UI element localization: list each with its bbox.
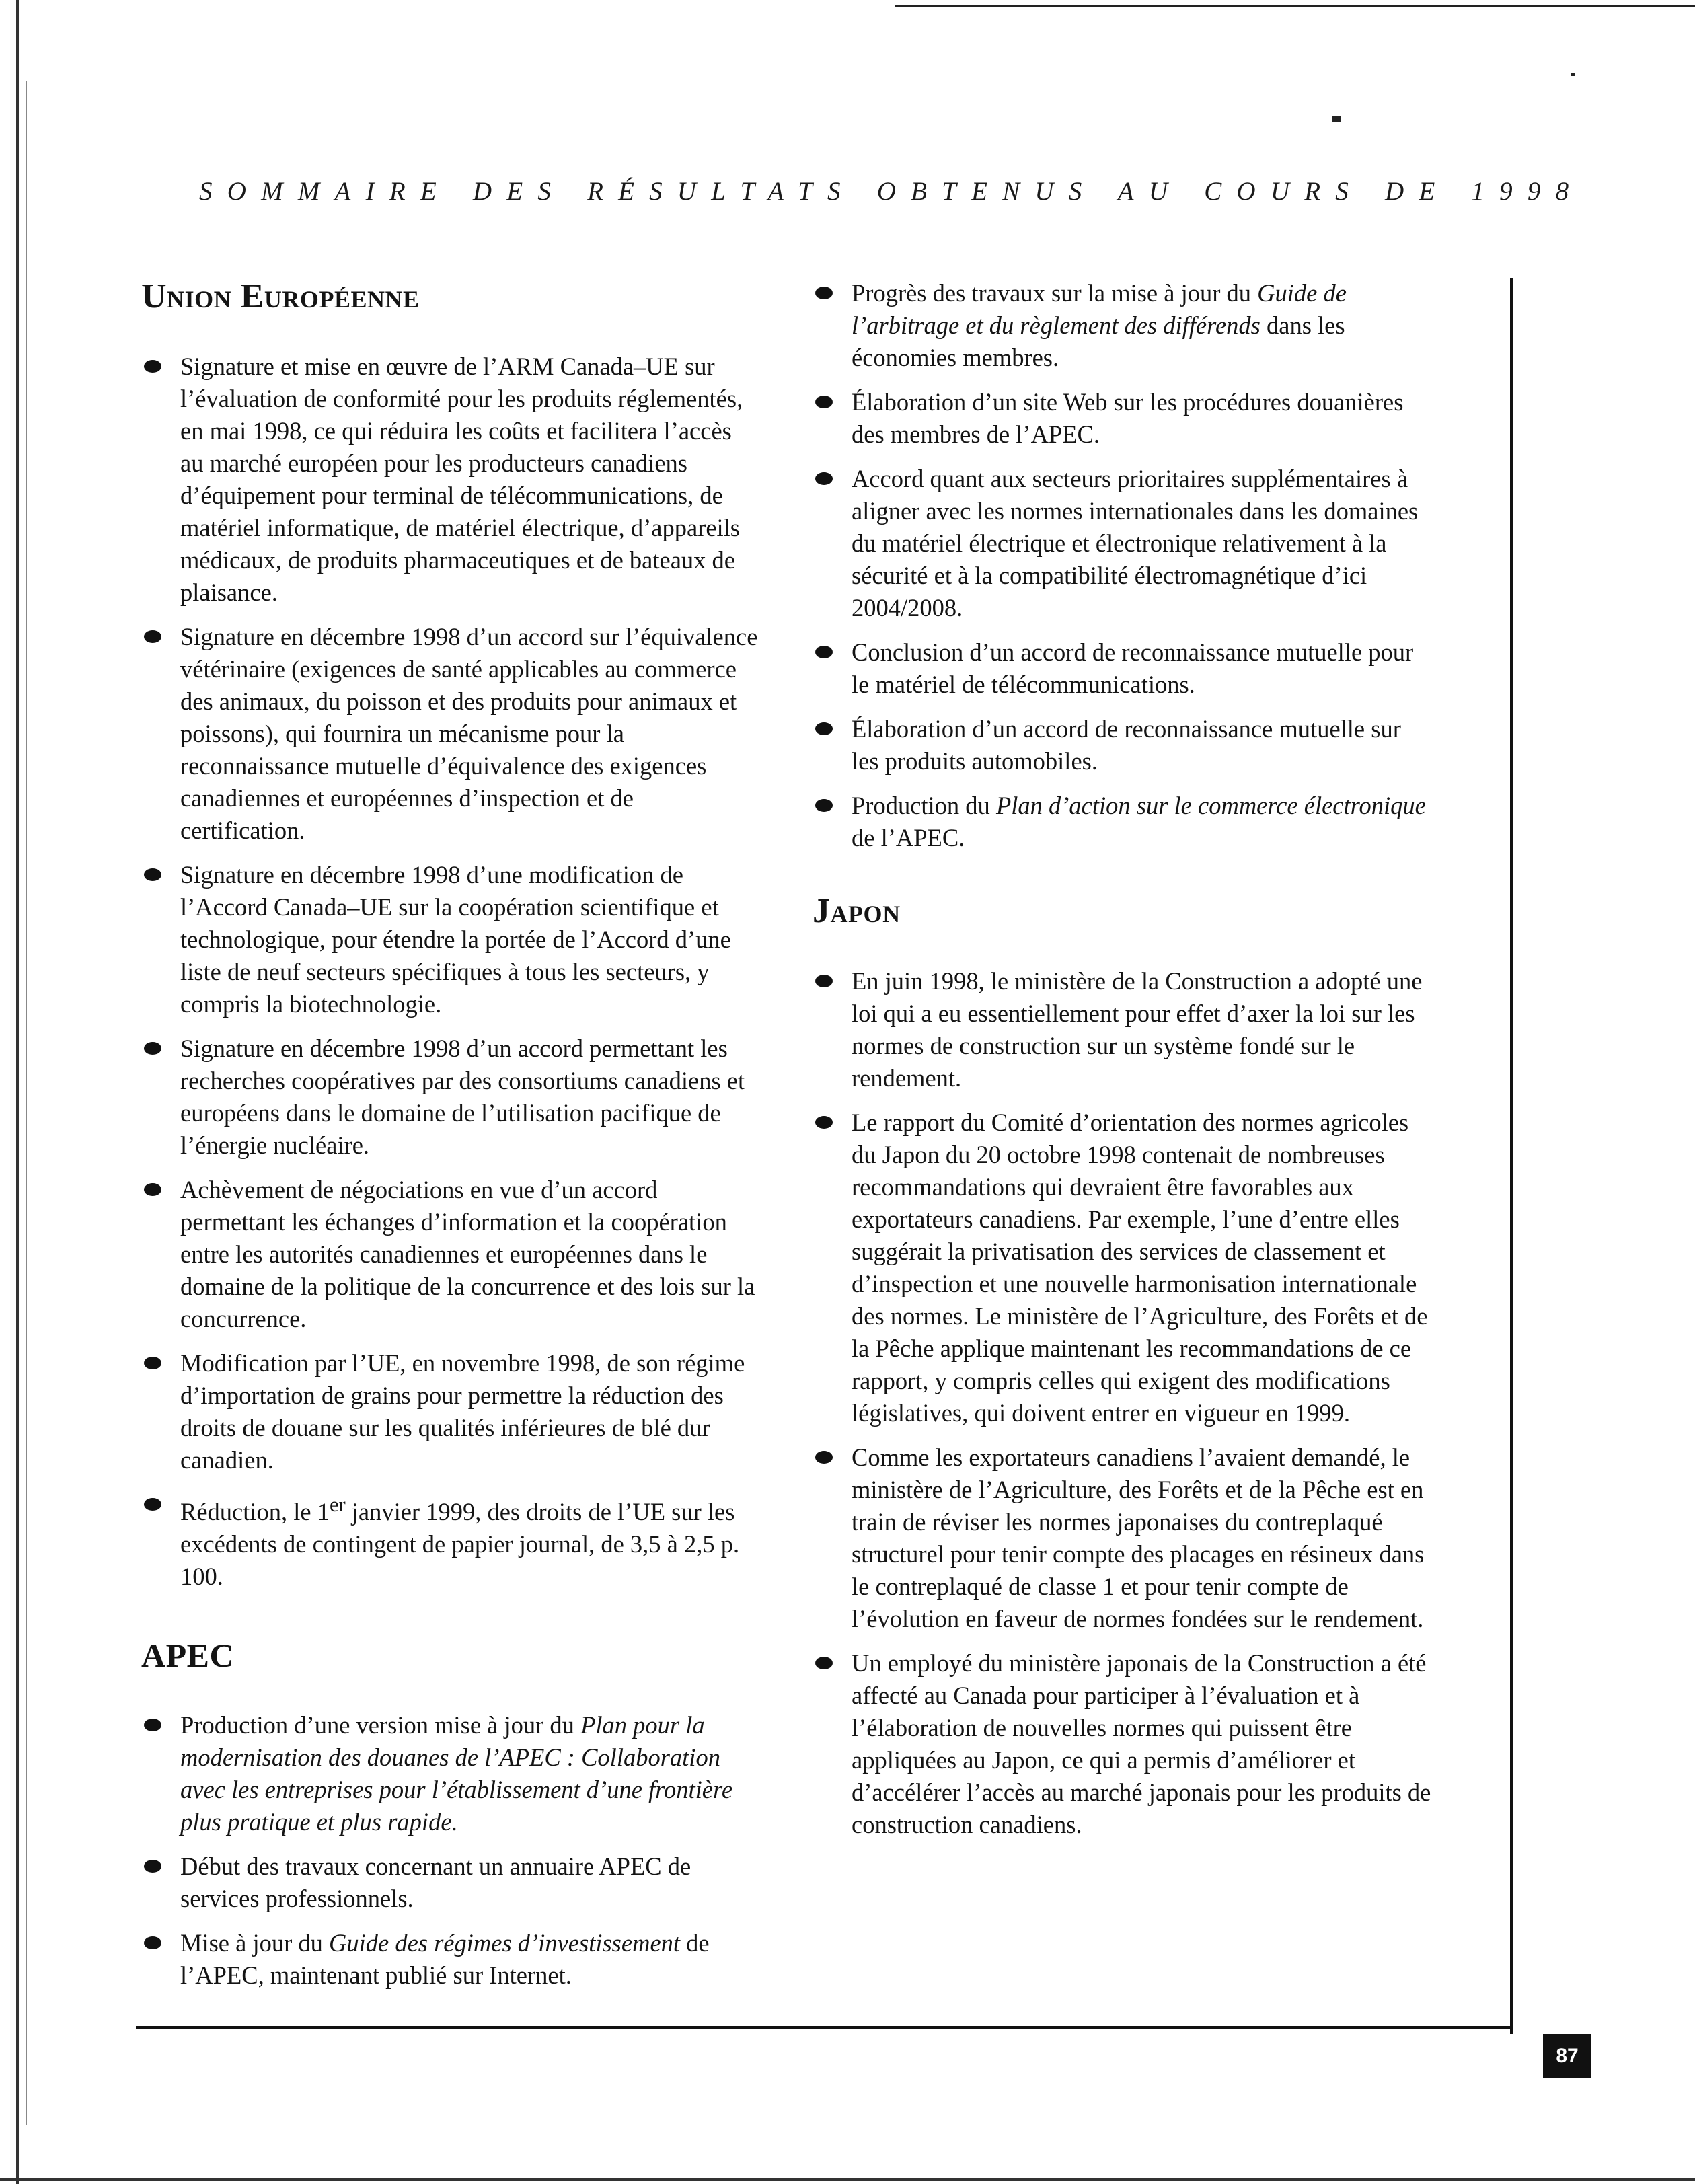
bullet-icon [144,360,161,373]
section-title-japon: Japon [813,892,901,930]
right-frame-rule [1510,278,1513,2034]
section-title-apec: APEC [141,1636,235,1675]
list-item: Le rapport du Comité d’orientation des normes agricoles du Japon du 20 octobre 1998 contenait de nombreuses recommandations qui devraient être favorables aux exportateurs canadiens. Par exemple, l’une d’entre elles suggérait la privatisation des services de classement et d’inspection et une nouvelle harmonisation internationale des normes. Le ministère de l’Agriculture, des Forêts et de la Pêche applique maintenant les recommandations de ce rapport, y compris celles qui exigent des modifications législatives, qui doivent entrer en vigueur en 1999. [813,1106,1431,1429]
bullet-list-japon [813,965,1431,1841]
list-item: Signature en décembre 1998 d’une modification de l’Accord Canada–UE sur la coopération scientifique et technologique, pour étendre la portée de l’Accord d’une liste de neuf secteurs spécifiques à tous les secteurs, y compris la biotechnologie. [141,859,760,1020]
list-item: Signature en décembre 1998 d’un accord permettant les recherches coopératives par des consortiums canadiens et européens dans le domaine de l’utilisation pacifique de l’énergie nucléaire. [141,1032,760,1162]
bullet-icon [144,1936,161,1949]
bullet-icon [144,1719,161,1731]
bullet-icon [144,1357,161,1369]
list-item: Mise à jour du Guide des régimes d’investissement de l’APEC, maintenant publié sur Internet. [141,1927,760,1992]
list-item: Début des travaux concernant un annuaire APEC de services professionnels. [141,1850,760,1915]
scan-speck [1571,73,1575,76]
list-item: Modification par l’UE, en novembre 1998, de son régime d’importation de grains pour permettre la réduction des droits de douane sur les qualités inférieures de blé dur canadien. [141,1347,760,1476]
bullet-list-apec [141,1709,760,1992]
bullet-icon [815,722,833,735]
list-item: Conclusion d’un accord de reconnaissance mutuelle pour le matériel de télécommunications. [813,636,1431,701]
list-item: Accord quant aux secteurs prioritaires supplémentaires à aligner avec les normes internationales dans les domaines du matériel électrique et électronique relativement à la sécurité et à la compatibilité électromagnétique d’ici 2004/2008. [813,463,1431,624]
list-item: Élaboration d’un site Web sur les procédures douanières des membres de l’APEC. [813,386,1431,451]
bullet-icon [815,396,833,408]
bullet-icon [144,1183,161,1196]
list-item: Réduction, le 1er janvier 1999, des droits de l’UE sur les excédents de contingent de papier journal, de 3,5 à 2,5 p. 100. [141,1489,760,1593]
list-item: Production d’une version mise à jour du Plan pour la modernisation des douanes de l’APEC : Collaboration avec les entreprises pour l’établissement d’une frontière plus pratique et plus rapide. [141,1709,760,1838]
list-item: Achèvement de négociations en vue d’un accord permettant les échanges d’information et la coopération entre les autorités canadiennes et européennes dans le domaine de la politique de la concurrence et des lois sur la concurrence. [141,1174,760,1335]
list-item: Comme les exportateurs canadiens l’avaient demandé, le ministère de l’Agriculture, des Forêts et de la Pêche est en train de réviser les normes japonaises du contreplaqué structurel pour tenir compte des placages en résineux dans le contreplaqué de classe 1 et pour tenir compte de l’évolution en faveur de normes fondées sur le rendement. [813,1441,1431,1635]
bullet-icon [815,975,833,987]
list-item: Élaboration d’un accord de reconnaissance mutuelle sur les produits automobiles. [813,713,1431,778]
page-number: 87 [1543,2034,1591,2078]
scan-edge-bottom [0,2178,1695,2181]
footer-rule [136,2026,1513,2029]
list-item: Progrès des travaux sur la mise à jour du Guide de l’arbitrage et du règlement des différends dans les économies membres. [813,277,1431,374]
scan-speck [1332,116,1341,122]
list-item: Production du Plan d’action sur le commerce électronique de l’APEC. [813,790,1431,854]
right-column [813,277,1431,1853]
bullet-icon [815,287,833,299]
bullet-icon [815,1116,833,1129]
scan-edge-left [16,0,19,2184]
bullet-icon [144,1498,161,1511]
bullet-icon [815,1657,833,1669]
left-column [141,277,760,2004]
bullet-list-union-europeenne [141,350,760,1593]
bullet-icon [815,472,833,485]
list-item: Signature en décembre 1998 d’un accord sur l’équivalence vétérinaire (exigences de santé applicables au commerce des animaux, du poisson et des produits pour animaux et poissons), qui fournira un mécanisme pour la reconnaissance mutuelle d’équivalence des exigences canadiennes et européennes d’inspection et de certification. [141,621,760,847]
bullet-icon [144,630,161,643]
scan-edge-top [895,5,1695,7]
bullet-icon [144,1042,161,1055]
section-title-union-europeenne: Union Européenne [141,277,420,315]
bullet-icon [815,1451,833,1464]
scan-edge-left-inner [26,81,27,2125]
bullet-icon [144,1860,161,1873]
bullet-icon [144,868,161,881]
bullet-icon [815,646,833,658]
list-item: Signature et mise en œuvre de l’ARM Canada–UE sur l’évaluation de conformité pour les produits réglementés, en mai 1998, ce qui réduira les coûts et facilitera l’accès au marché européen pour les producteurs canadiens d’équipement pour terminal de télécommunications, de matériel informatique, de matériel électrique, d’appareils médicaux, de produits pharmaceutiques et de bateaux de plaisance. [141,350,760,609]
running-head: SOMMAIRE DES RÉSULTATS OBTENUS AU COURS DE 1998 [199,177,1584,206]
list-item: Un employé du ministère japonais de la Construction a été affecté au Canada pour participer à l’évaluation et à l’élaboration de nouvelles normes qui puissent être appliquées au Japon, ce qui a permis d’améliorer et d’accélérer l’accès au marché japonais pour les produits de construction canadiens. [813,1647,1431,1841]
bullet-list-apec-continued [813,277,1431,854]
list-item: En juin 1998, le ministère de la Construction a adopté une loi qui a eu essentiellement pour effet d’axer la loi sur les normes de construction sur un système fondé sur le rendement. [813,965,1431,1094]
bullet-icon [815,799,833,812]
